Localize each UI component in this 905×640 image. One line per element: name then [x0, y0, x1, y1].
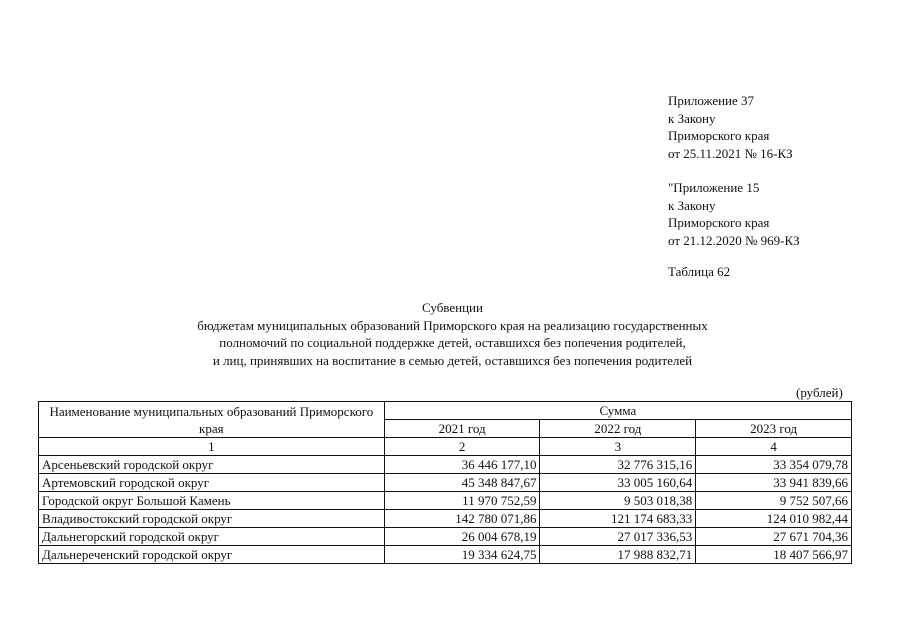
document-title	[0, 299, 905, 369]
col-number-4: 4	[696, 438, 852, 456]
amount-2022: 9 503 018,38	[540, 492, 696, 510]
municipality-name: Дальнереченский городской округ	[39, 546, 385, 564]
appendix-15-line2: к Закону	[668, 197, 716, 213]
municipality-name: Артемовский городской округ	[39, 474, 385, 492]
amount-2022: 121 174 683,33	[540, 510, 696, 528]
table-row	[39, 456, 852, 474]
municipality-name: Дальнегорский городской округ	[39, 528, 385, 546]
amount-2023: 33 941 839,66	[696, 474, 852, 492]
amount-2023: 124 010 982,44	[696, 510, 852, 528]
amount-2022: 17 988 832,71	[540, 546, 696, 564]
title-line2: бюджетам муниципальных образований Приморского края на реализацию государственных	[197, 317, 708, 333]
subventions-table	[38, 401, 852, 564]
appendix-37-line3: Приморского края	[668, 128, 770, 143]
amount-2022: 33 005 160,64	[540, 474, 696, 492]
unit-label: (рублей)	[796, 385, 843, 400]
title-line1: Субвенции	[422, 300, 483, 315]
amount-2023: 27 671 704,36	[696, 528, 852, 546]
municipality-name: Городской округ Большой Камень	[39, 492, 385, 510]
col-number-3: 3	[540, 438, 696, 456]
col-number-1: 1	[39, 438, 385, 456]
amount-2021: 142 780 071,86	[384, 510, 540, 528]
amount-2021: 11 970 752,59	[384, 492, 540, 510]
amount-2023: 33 354 079,78	[696, 456, 852, 474]
table-number: Таблица 62	[668, 264, 731, 279]
appendix-37-line2: к Закону	[668, 110, 716, 126]
appendix-37-line4: от 25.11.2021 № 16-КЗ	[668, 145, 793, 161]
amount-2022: 27 017 336,53	[540, 528, 696, 546]
header-year-2021: 2021 год	[384, 420, 540, 438]
table-row	[39, 528, 852, 546]
appendix-15-line4: от 21.12.2020 № 969-КЗ	[668, 232, 800, 248]
amount-2021: 45 348 847,67	[384, 474, 540, 492]
amount-2021: 26 004 678,19	[384, 528, 540, 546]
municipality-name: Арсеньевский городской округ	[39, 456, 385, 474]
header-year-2023: 2023 год	[696, 420, 852, 438]
col-number-2: 2	[384, 438, 540, 456]
title-line4: и лиц, принявших на воспитание в семью детей, оставшихся без попечения родителей	[212, 352, 693, 368]
table-row	[39, 492, 852, 510]
appendix-37-header	[668, 92, 793, 162]
header-municipality: Наименование муниципальных образований Приморского края	[39, 402, 385, 438]
amount-2022: 32 776 315,16	[540, 456, 696, 474]
appendix-15-line1: "Приложение 15	[668, 180, 760, 195]
table-row	[39, 546, 852, 564]
table-row	[39, 474, 852, 492]
amount-2021: 19 334 624,75	[384, 546, 540, 564]
appendix-15-line3: Приморского края	[668, 215, 770, 230]
amount-2023: 9 752 507,66	[696, 492, 852, 510]
header-year-2022: 2022 год	[540, 420, 696, 438]
amount-2021: 36 446 177,10	[384, 456, 540, 474]
amount-2023: 18 407 566,97	[696, 546, 852, 564]
title-line3: полномочий по социальной поддержке детей, оставшихся без попечения родителей,	[219, 335, 686, 351]
municipality-name: Владивостокский городской округ	[39, 510, 385, 528]
header-sum: Сумма	[384, 402, 851, 420]
appendix-15-header	[668, 179, 800, 249]
appendix-37-line1: Приложение 37	[668, 93, 755, 108]
table-row	[39, 510, 852, 528]
